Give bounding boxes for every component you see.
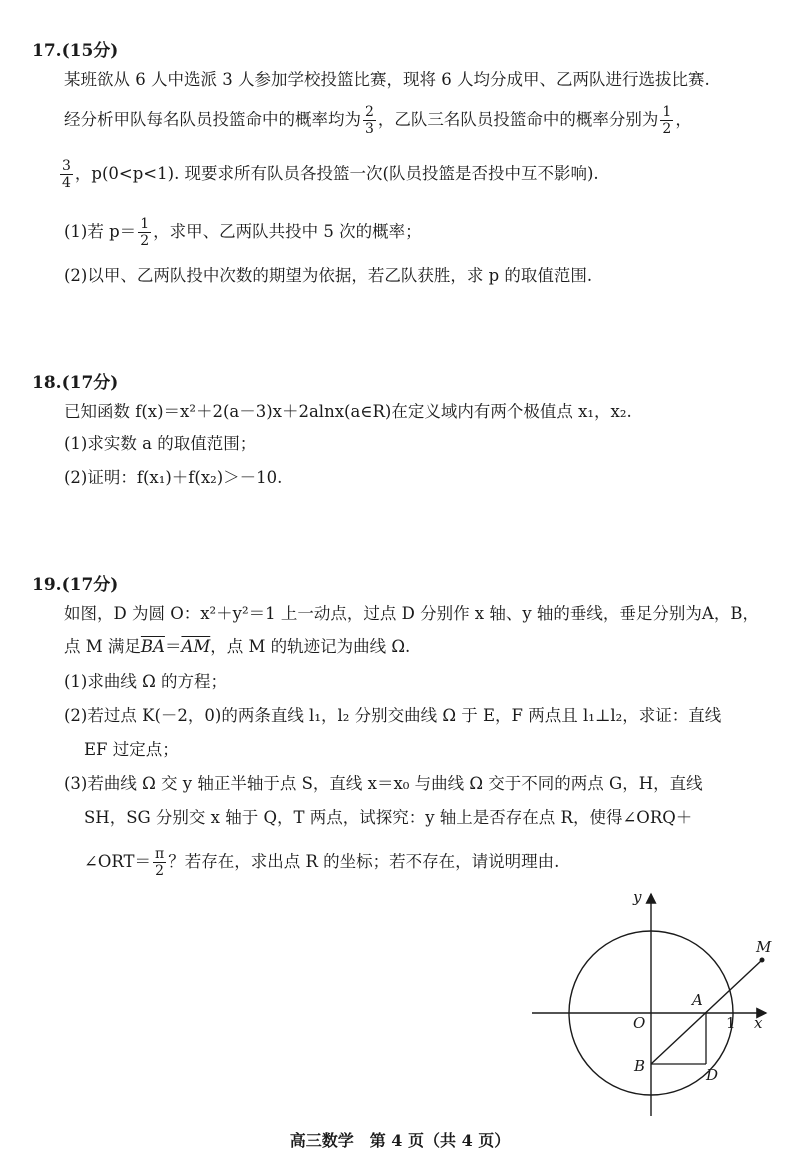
vector-BA: $\overline{BA}$ (140, 637, 165, 656)
fraction-1-2: $\frac{1}{2}$ (662, 104, 672, 137)
page-footer: 高三数学 第 4 页（共 4 页） (289, 1131, 511, 1150)
q17-line2 (64, 104, 692, 137)
q17-text: ，p(0<p<1). 现要求所有队员各投篮一次(队员投篮是否投中互不影响). (74, 164, 599, 183)
fraction-pi-2: $\frac{\pi}{2}$ (155, 846, 165, 879)
q17-heading: 17.(15分) (32, 41, 119, 61)
label-A: A (692, 991, 703, 1009)
q17-text: 经分析甲队每名队员投篮命中的概率均为 (64, 110, 361, 129)
q19-text: ？若存在，求出点 R 的坐标；若不存在，请说明理由. (168, 852, 560, 871)
point-M (760, 958, 765, 963)
q19-sub1: (1)求曲线 Ω 的方程； (64, 672, 228, 691)
fraction-1-2: $\frac{1}{2}$ (140, 216, 150, 249)
label-y: y (633, 888, 642, 906)
q19-sub3c (84, 846, 559, 879)
q19-line2 (64, 635, 410, 659)
q19-sub3b: SH，SG 分别交 x 轴于 Q，T 两点，试探究：y 轴上是否存在点 R，使得∠ORQ＋ (84, 808, 693, 827)
q17-sub2: (2)以甲、乙两队投中次数的期望为依据，若乙队获胜，求 p 的取值范围. (64, 266, 593, 285)
q19-text: ＝ (164, 637, 182, 656)
label-B: B (634, 1057, 646, 1075)
label-one: 1 (726, 1014, 736, 1032)
q17-sub1 (64, 216, 422, 249)
q18-sub2: (2)证明：f(x₁)＋f(x₂)＞－10. (64, 468, 283, 487)
q17-line3 (58, 158, 599, 191)
q17-line1: 某班欲从 6 人中选派 3 人参加学校投篮比赛，现将 6 人均分成甲、乙两队进行选拔比赛. (64, 70, 710, 89)
fraction-3-4: $\frac{3}{4}$ (62, 158, 71, 191)
q19-sub2b: EF 过定点； (84, 740, 179, 759)
label-M: M (756, 938, 772, 956)
q19-text: ∠ORT＝ (84, 852, 151, 871)
label-x: x (754, 1014, 763, 1032)
circle-figure (520, 888, 780, 1120)
fraction-2-3: $\frac{2}{3}$ (365, 104, 374, 137)
q17-text: ，乙队三名队员投篮命中的概率分别为 (377, 110, 659, 129)
q19-text: 点 M 满足 (64, 637, 141, 656)
label-O: O (633, 1014, 646, 1032)
q17-text: ， (675, 110, 692, 129)
q18-heading: 18.(17分) (32, 373, 119, 393)
q19-sub3a: (3)若曲线 Ω 交 y 轴正半轴于点 S，直线 x＝x₀ 与曲线 Ω 交于不同的两点 G，H，直线 (64, 774, 703, 793)
label-D: D (706, 1066, 719, 1084)
q18-line1: 已知函数 f(x)＝x²＋2(a－3)x＋2alnx(a∈R)在定义域内有两个极值点 x₁，x₂. (64, 402, 632, 421)
q19-text: ，点 M 的轨迹记为曲线 Ω. (210, 637, 411, 656)
q17-text: (1)若 p＝ (64, 222, 137, 241)
q17-text: ，求甲、乙两队共投中 5 次的概率； (153, 222, 422, 241)
q18-sub1: (1)求实数 a 的取值范围； (64, 434, 257, 453)
q19-line1: 如图，D 为圆 O：x²＋y²＝1 上一动点，过点 D 分别作 x 轴、y 轴的垂线，垂足分别为A，B， (64, 604, 759, 623)
vector-AM: $\overline{AM}$ (181, 637, 211, 656)
q19-heading: 19.(17分) (32, 575, 119, 595)
q19-sub2a: (2)若过点 K(－2，0)的两条直线 l₁，l₂ 分别交曲线 Ω 于 E，F 两点且 l₁⊥l₂，求证：直线 (64, 706, 722, 725)
